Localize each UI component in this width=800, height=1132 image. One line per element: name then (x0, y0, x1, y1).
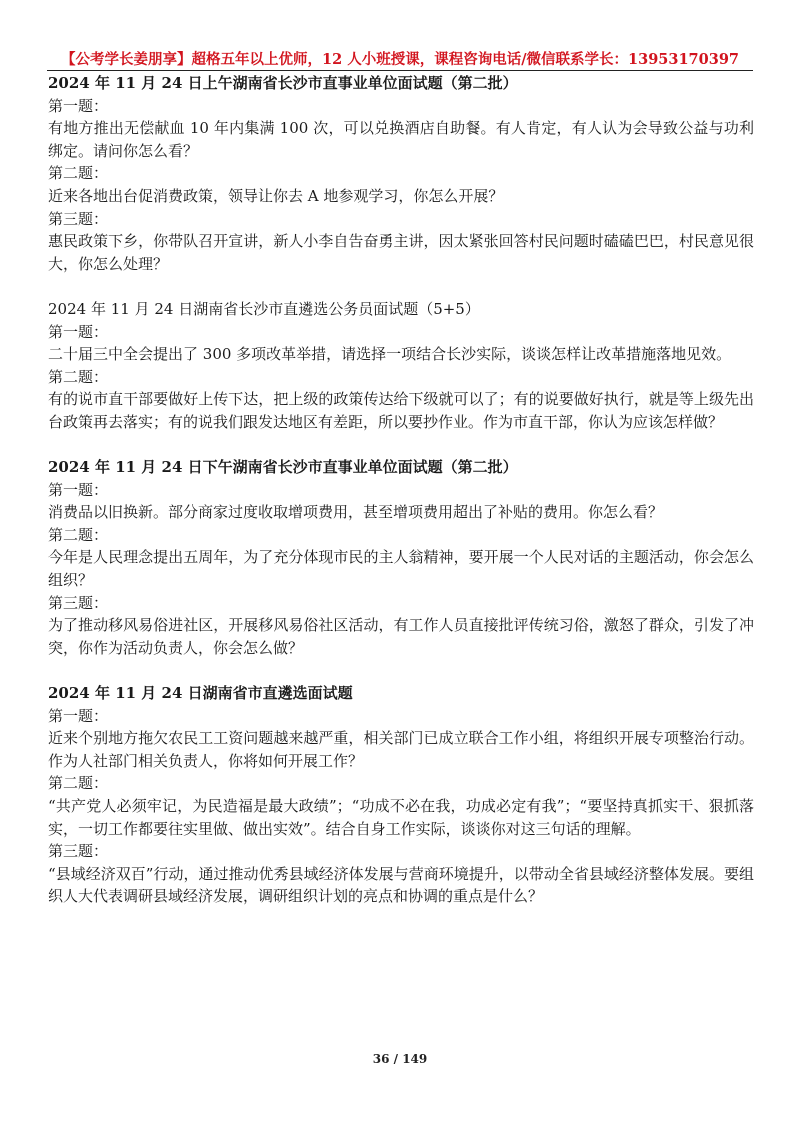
question-text: 今年是人民理念提出五周年，为了充分体现市民的主人翁精神，要开展一个人民对话的主题活动，你会怎么组织？ (48, 548, 754, 590)
question-label: 第一题： (48, 322, 109, 341)
section-title: 2024 年 11 月 24 日湖南省长沙市直遴选公务员面试题（5+5） (48, 299, 480, 318)
question-label: 第一题： (48, 480, 109, 499)
question-label: 第一题： (48, 706, 109, 725)
section-2 (48, 298, 754, 434)
question-text: “共产党人必须牢记，为民造福是最大政绩”；“功成不必在我，功成必定有我”；“要坚持真抓实干、狠抓落实，一切工作都要往实里做、做出实效”。结合自身工作实际，谈谈你对这三句话的理解。 (48, 797, 754, 838)
question-text: 惠民政策下乡，你带队召开宣讲，新人小李自告奋勇主讲，因太紧张回答村民问题时磕磕巴巴，村民意见很大，你怎么处理？ (48, 232, 754, 273)
section-4 (48, 682, 754, 908)
page-separator: / (393, 1052, 399, 1066)
question-label: 第二题： (48, 774, 109, 793)
section-title: 2024 年 11 月 24 日湖南省市直遴选面试题 (48, 684, 353, 703)
document-body (48, 72, 754, 908)
question-text: “县域经济双百”行动，通过推动优秀县域经济体发展与营商环境提升，以带动全省县域经济整体发展。要组织人大代表调研县域经济发展，调研组织计划的亮点和协调的重点是什么？ (48, 864, 754, 906)
page-number (0, 1052, 800, 1066)
question-label: 第一题： (48, 96, 109, 115)
question-label: 第二题： (48, 367, 109, 386)
section-1 (48, 72, 754, 275)
section-title: 2024 年 11 月 24 日上午湖南省长沙市直事业单位面试题（第二批） (48, 74, 518, 92)
question-label: 第三题： (48, 209, 109, 228)
question-text: 消费品以旧换新。部分商家过度收取增项费用，甚至增项费用超出了补贴的费用。你怎么看？ (48, 503, 664, 522)
page-total: 149 (402, 1052, 428, 1066)
question-text: 近来个别地方拖欠农民工工资问题越来越严重，相关部门已成立联合工作小组，将组织开展专项整治行动。作为人社部门相关负责人，你将如何开展工作？ (48, 729, 754, 770)
question-text: 二十届三中全会提出了 300 多项改革举措，请选择一项结合长沙实际，谈谈怎样让改革措施落地见效。 (48, 345, 732, 364)
section-3 (48, 456, 754, 659)
section-title: 2024 年 11 月 24 日下午湖南省长沙市直事业单位面试题（第二批） (48, 458, 518, 477)
question-text: 有地方推出无偿献血 10 年内集满 100 次，可以兑换酒店自助餐。有人肯定，有人认为会导致公益与功利绑定。请问你怎么看？ (48, 119, 754, 160)
question-label: 第三题： (48, 842, 109, 861)
question-label: 第二题： (48, 525, 109, 544)
question-label: 第三题： (48, 593, 109, 612)
header-divider (47, 70, 753, 71)
page-current: 36 (372, 1052, 390, 1066)
question-text: 为了推动移风易俗进社区，开展移风易俗社区活动，有工作人员直接批评传统习俗，激怒了群众，引发了冲突，你作为活动负责人，你会怎么做？ (48, 616, 754, 657)
question-label: 第二题： (48, 164, 109, 183)
question-text: 有的说市直干部要做好上传下达，把上级的政策传达给下级就可以了；有的说要做好执行，就是等上级先出台政策再去落实；有的说我们跟发达地区有差距，所以要抄作业。作为市直干部，你认为应该怎样做？ (48, 390, 754, 431)
question-text: 近来各地出台促消费政策，领导让你去 A 地参观学习，你怎么开展？ (48, 186, 504, 205)
header-banner: 【公考学长姜朋享】超格五年以上优师，12 人小班授课，课程咨询电话/微信联系学长：13953170397 (61, 51, 739, 68)
